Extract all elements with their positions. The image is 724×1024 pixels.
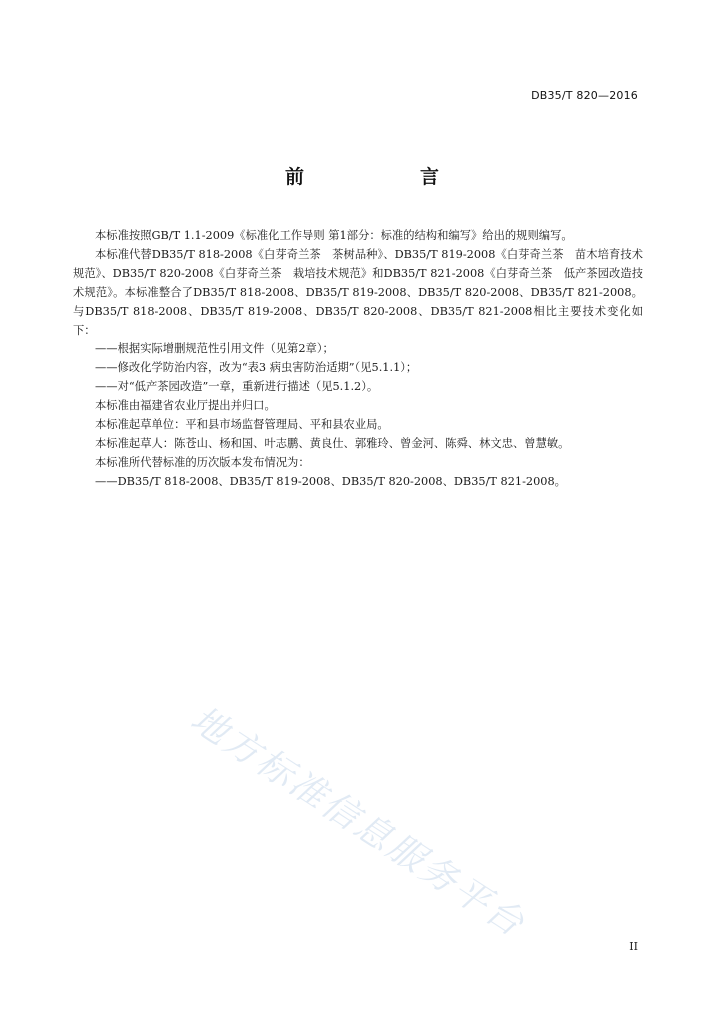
paragraph-replaced-standards: 本标准代替DB35/T 818-2008《白芽奇兰茶 茶树品种》、DB35/T 819-2008《白芽奇兰茶 苗木培育技术规范》、DB35/T 820-2008《白芽奇兰茶 栽培技术规范》和DB35/T 821-2008《白芽奇兰茶 低产茶园改造技术规范》。本标准整合了DB35/T 818-2008、DB35/T 819-2008、DB35/T 820-2008、DB35/T 821-2008。与DB35/T 818-2008、DB35/T 819-2008、DB35/T 820-2008、DB35/T 821-2008相比主要技术变化如下： bbox=[73, 247, 643, 337]
watermark-text: 地方标准信息服务平台 bbox=[183, 698, 533, 946]
change-item: ——修改化学防治内容，改为“表3 病虫害防治适期”（见5.1.1）； bbox=[95, 361, 418, 375]
paragraph-proposer: 本标准由福建省农业厅提出并归口。 bbox=[95, 399, 276, 413]
foreword-body bbox=[73, 227, 643, 492]
paragraph-drafters: 本标准起草人：陈苍山、杨和国、叶志鹏、黄良仕、郭雅玲、曾金河、陈舜、林文忠、曾慧敏。 bbox=[95, 436, 570, 450]
paragraph-drafting-rules: 本标准按照GB/T 1.1-2009《标准化工作导则 第1部分：标准的结构和编写》给出的规则编写。 bbox=[95, 229, 573, 242]
paragraph-version-history-intro: 本标准所代替标准的历次版本发布情况为： bbox=[95, 455, 310, 469]
page-number: II bbox=[629, 940, 638, 953]
page-title: 前 言 bbox=[284, 166, 465, 188]
change-item: ——根据实际增删规范性引用文件（见第2章）； bbox=[95, 342, 334, 356]
change-item: ——对“低产茶园改造”一章，重新进行描述（见5.1.2）。 bbox=[95, 380, 379, 394]
paragraph-drafting-units: 本标准起草单位：平和县市场监督管理局、平和县农业局。 bbox=[95, 418, 389, 432]
standard-code: DB35/T 820—2016 bbox=[531, 89, 638, 102]
history-item: ——DB35/T 818-2008、DB35/T 819-2008、DB35/T 820-2008、DB35/T 821-2008。 bbox=[95, 474, 566, 488]
